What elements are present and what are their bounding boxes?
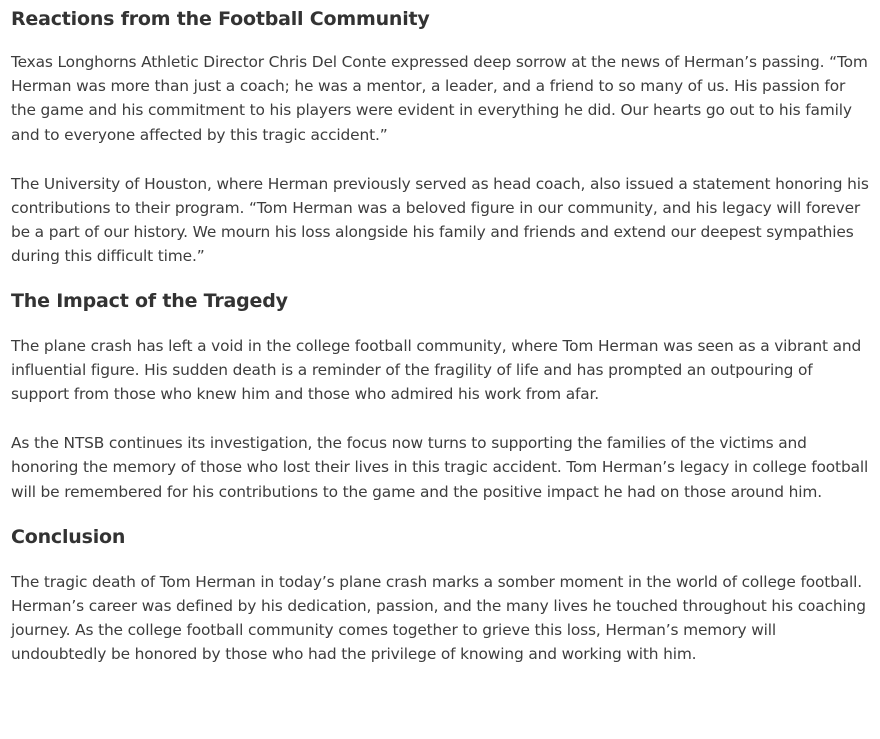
paragraph-impact-void: The plane crash has left a void in the college football community, where Tom Herman was seen as a vibrant and influential figure. His sudden death is a reminder of the fragility of life and has prompted an outpouring of support from those who knew him and those who admired his work from afar. <box>11 336 862 404</box>
paragraph-del-conte-statement: Texas Longhorns Athletic Director Chris Del Conte expressed deep sorrow at the news of Herman’s passing. “Tom Herman was more than just a coach; he was a mentor, a leader, and a friend to so many of us. His passion for the game and his commitment to his players were evident in everything he did. Our hearts go out to his family and to everyone affected by this tragic accident.” <box>11 53 868 144</box>
paragraph-conclusion: The tragic death of Tom Herman in today’s plane crash marks a somber moment in the world of college football. Herman’s career was defined by his dedication, passion, and the many lives he touched throughout his coaching journey. As the college football community comes together to grieve this loss, Herman’s memory will undoubtedly be honored by those who had the privilege of knowing and working with him. <box>11 572 866 664</box>
section-heading-reactions: Reactions from the Football Community <box>11 8 430 30</box>
paragraph-ntsb-investigation: As the NTSB continues its investigation, the focus now turns to supporting the families of the victims and honoring the memory of those who lost their lives in this tragic accident. Tom Herman’s legacy in college football will be remembered for his contributions to the game and the positive impact he had on those around him. <box>11 434 869 501</box>
paragraph-houston-statement: The University of Houston, where Herman previously served as head coach, also issued a statement honoring his contributions to their program. “Tom Herman was a beloved figure in our community, and his legacy will forever be a part of our history. We mourn his loss alongside his family and friends and extend our deepest sympathies during this difficult time.” <box>11 174 869 266</box>
section-heading-conclusion: Conclusion <box>11 525 126 548</box>
section-heading-impact: The Impact of the Tragedy <box>11 289 288 312</box>
